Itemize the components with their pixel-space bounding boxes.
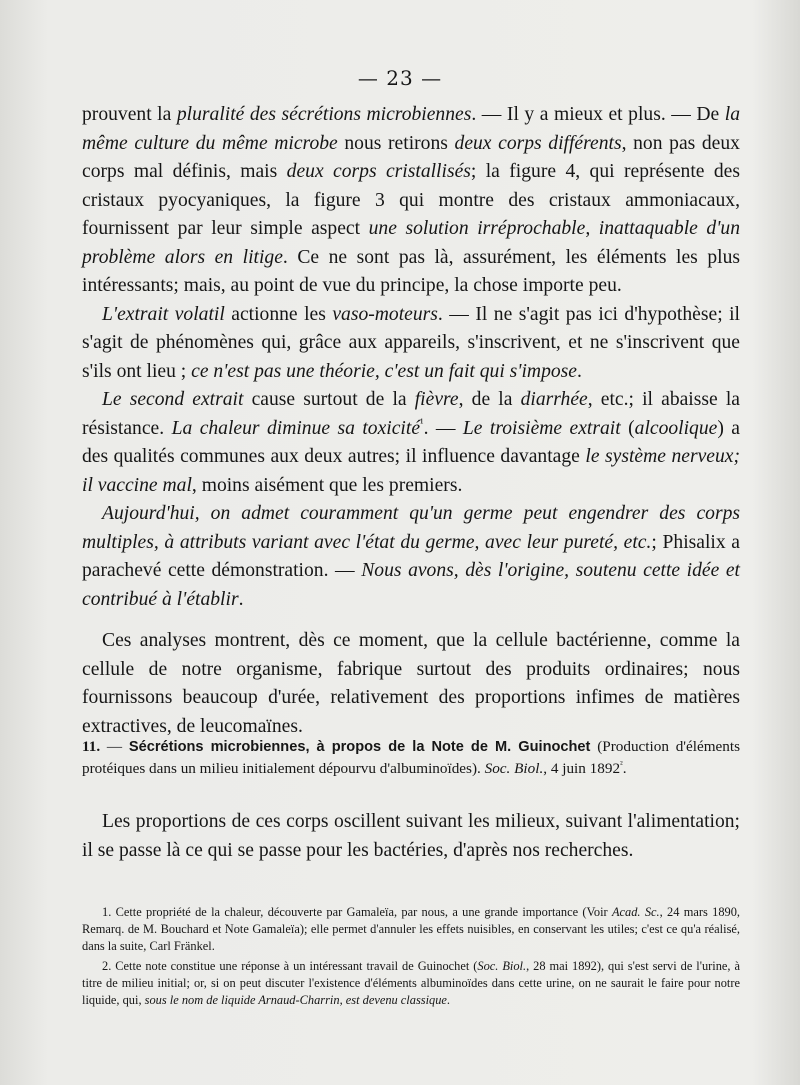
section-number: 11. xyxy=(82,738,101,755)
italic-text: La chaleur diminue sa toxicité xyxy=(171,417,421,439)
text-run: . xyxy=(577,360,582,382)
text-run: . Ce ne sont pas là, assurément, les éléments les plus intéressants; mais, au point de vue du principe, la chose importe peu. xyxy=(82,246,740,296)
text-run: . — Il ne s'agit pas ici d'hypothèse; il s'agit de phénomènes qui, grâce aux appareils, s'inscrivent, et ne s'inscrivent que s'ils ont lieu ; xyxy=(82,303,740,382)
text-run: Ces analyses montrent, dès ce moment, que la cellule bactérienne, comme la cellule de notre organisme, fabrique surtout des produits ordinaires; nous fournissons beaucoup d'urée, relativement des proportions infimes de matières extractives, de leucomaïnes. xyxy=(82,630,740,737)
text-run: 1. Cette propriété de la chaleur, découverte par Gamaleïa, par nous, a une grande importance (Voir xyxy=(102,905,612,919)
italic-text: la même culture du même microbe xyxy=(82,104,740,154)
italic-text: fièvre xyxy=(414,389,459,410)
footnote-ref: ¹ xyxy=(420,415,424,429)
text-run: , non pas deux corps mal définis, mais xyxy=(82,132,740,182)
italic-text: deux corps cristallisés xyxy=(286,161,471,182)
section-note-ref: ² xyxy=(620,758,623,769)
italic-text: une solution irréprochable, inattaquable d'un problème alors en litige xyxy=(82,218,740,268)
italic-text: Nous avons, dès l'origine, soutenu cette idée et contribué à l'établir xyxy=(82,560,740,610)
page-number: — 23 — xyxy=(357,66,443,90)
paragraph xyxy=(82,101,740,301)
italic-text: Le second extrait xyxy=(102,389,244,410)
italic-text: vaso-moteurs xyxy=(332,303,438,325)
italic-text: ce n'est pas une théorie, c'est un fait qui s'impose xyxy=(191,360,578,382)
text-run: cause surtout de la xyxy=(243,389,415,410)
italic-text: L'extrait volatil xyxy=(102,303,225,325)
italic-text: Soc. Biol. xyxy=(477,958,527,973)
section-description: (Production d'éléments protéiques dans un milieu initialement dépourvu d'albuminoïdes). xyxy=(82,738,741,777)
main-text xyxy=(82,101,740,741)
paragraph xyxy=(82,386,740,500)
section-source: Soc. Biol. xyxy=(484,760,544,777)
text-run: . — xyxy=(423,417,463,439)
italic-text: Le troisième extrait xyxy=(462,417,621,439)
italic-text: Acad. Sc. xyxy=(611,905,660,919)
section-body: Les proportions de ces corps oscillent suivant les milieux, suivant l'alimentation; il se passe là ce qui se passe pour les bactéries, d'après nos recherches. xyxy=(82,811,740,861)
text-run: ) a des qualités communes aux deux autres; il influence davantage xyxy=(82,417,741,467)
footnotes xyxy=(82,904,740,1009)
text-run: , moins aisément que les premiers. xyxy=(191,474,463,496)
text-run: . xyxy=(238,588,244,610)
italic-text: Aujourd'hui, on admet couramment qu'un germe peut engendrer des corps multiples, à attributs variant avec l'état du germe, avec leur pureté, etc. xyxy=(82,503,740,553)
text-run: ; Phisalix a parachevé cette démonstration. — xyxy=(82,531,740,581)
section-date: , 4 juin 1892 xyxy=(543,760,621,777)
footnote xyxy=(82,904,740,956)
text-run: ; la figure 4, qui représente des cristaux pyocyaniques, la figure 3 qui montre des cristaux ammoniacaux, fournissent par leur simple aspect xyxy=(82,161,740,239)
text-run: prouvent la xyxy=(82,104,177,125)
text-run: . xyxy=(446,993,451,1008)
text-run: 2. Cette note constitue une réponse à un intéressant travail de Guinochet ( xyxy=(102,958,478,973)
footnote xyxy=(82,958,740,1010)
section-dash: — xyxy=(100,738,129,755)
section-heading xyxy=(82,736,740,779)
italic-text: le système nerveux; il vaccine mal xyxy=(82,446,741,496)
paragraph xyxy=(82,627,740,741)
text-run: , 24 mars 1890, Remarq. de M. Bouchard et Note Gamaleïa); elle permet d'annuler les effets nuisibles, en conservant les utiles; c'est ce qu'a réalisé, dans la suite, Carl Fränkel. xyxy=(82,905,741,954)
section-end: . xyxy=(622,760,627,777)
italic-text: diarrhée xyxy=(520,389,588,410)
italic-text: pluralité des sécrétions microbiennes xyxy=(176,104,472,125)
text-run: ( xyxy=(620,417,635,439)
paragraph xyxy=(82,500,740,614)
italic-text: sous le nom de liquide Arnaud-Charrin, est devenu classique xyxy=(144,993,447,1008)
text-run: actionne les xyxy=(224,303,333,325)
text-run: , 28 mai 1892), qui s'est servi de l'urine, à titre de milieu initial; or, si on peut discuter l'existence d'éléments albuminoïdes dans cette urine, on ne saurait le faire pour notre liquide, qui, xyxy=(82,958,740,1008)
section-title: Sécrétions microbiennes, à propos de la Note de M. Guinochet xyxy=(128,739,591,755)
text-run: , de la xyxy=(458,389,521,410)
italic-text: alcoolique xyxy=(634,417,718,439)
italic-text: deux corps différents xyxy=(454,132,622,154)
text-run: nous retirons xyxy=(337,132,455,154)
paragraph xyxy=(82,301,740,387)
text-run: . — Il y a mieux et plus. — De xyxy=(471,104,725,125)
text-run: , etc.; il abaisse la résistance. xyxy=(82,389,740,439)
